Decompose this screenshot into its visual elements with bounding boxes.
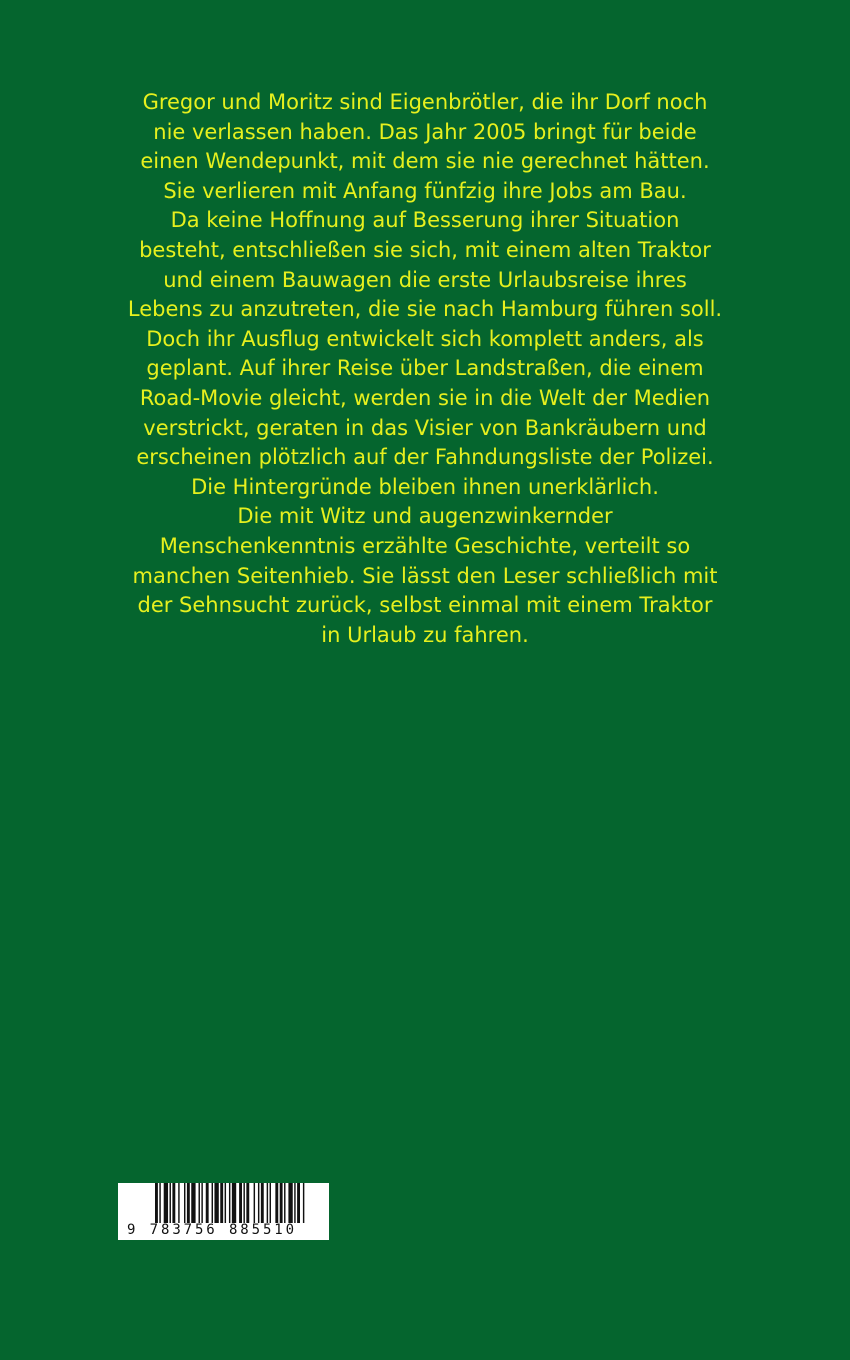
blurb-line: besteht, entschließen sie sich, mit einem alten Traktor <box>139 237 711 262</box>
barcode-bars-icon <box>155 1183 325 1223</box>
blurb-line: Lebens zu anzutreten, die sie nach Hamburg führen soll. <box>127 297 723 322</box>
blurb-line: manchen Seitenhieb. Sie lässt den Leser schließlich mit <box>132 563 718 588</box>
blurb-line: verstrickt, geraten in das Visier von Bankräubern und <box>143 415 707 440</box>
blurb-line: geplant. Auf ihrer Reise über Landstraßen, die einem <box>146 356 704 381</box>
blurb-line: Da keine Hoffnung auf Besserung ihrer Situation <box>170 208 680 233</box>
barcode-digits: 9 783756 885510 <box>127 1222 297 1238</box>
isbn-barcode <box>118 1183 329 1240</box>
blurb-line: in Urlaub zu fahren. <box>321 622 529 647</box>
blurb-line: Doch ihr Ausflug entwickelt sich komplett anders, als <box>146 326 704 351</box>
back-cover-blurb <box>100 88 750 650</box>
blurb-line: Road-Movie gleicht, werden sie in die Welt der Medien <box>139 385 711 410</box>
blurb-line: Gregor und Moritz sind Eigenbrötler, die ihr Dorf noch <box>142 90 708 114</box>
blurb-line: Menschenkenntnis erzählte Geschichte, verteilt so <box>159 533 691 558</box>
blurb-line: Sie verlieren mit Anfang fünfzig ihre Jobs am Bau. <box>163 178 687 203</box>
blurb-line: erscheinen plötzlich auf der Fahndungsliste der Polizei. <box>136 445 714 470</box>
blurb-line: einen Wendepunkt, mit dem sie nie gerechnet hätten. <box>140 149 710 174</box>
blurb-line: Die mit Witz und augenzwinkernder <box>237 504 613 529</box>
blurb-line: der Sehnsucht zurück, selbst einmal mit einem Traktor <box>137 593 713 618</box>
blurb-line: und einem Bauwagen die erste Urlaubsreise ihres <box>163 267 687 292</box>
blurb-line: Die Hintergründe bleiben ihnen unerklärlich. <box>191 474 659 499</box>
blurb-line: nie verlassen haben. Das Jahr 2005 bringt für beide <box>153 119 697 144</box>
